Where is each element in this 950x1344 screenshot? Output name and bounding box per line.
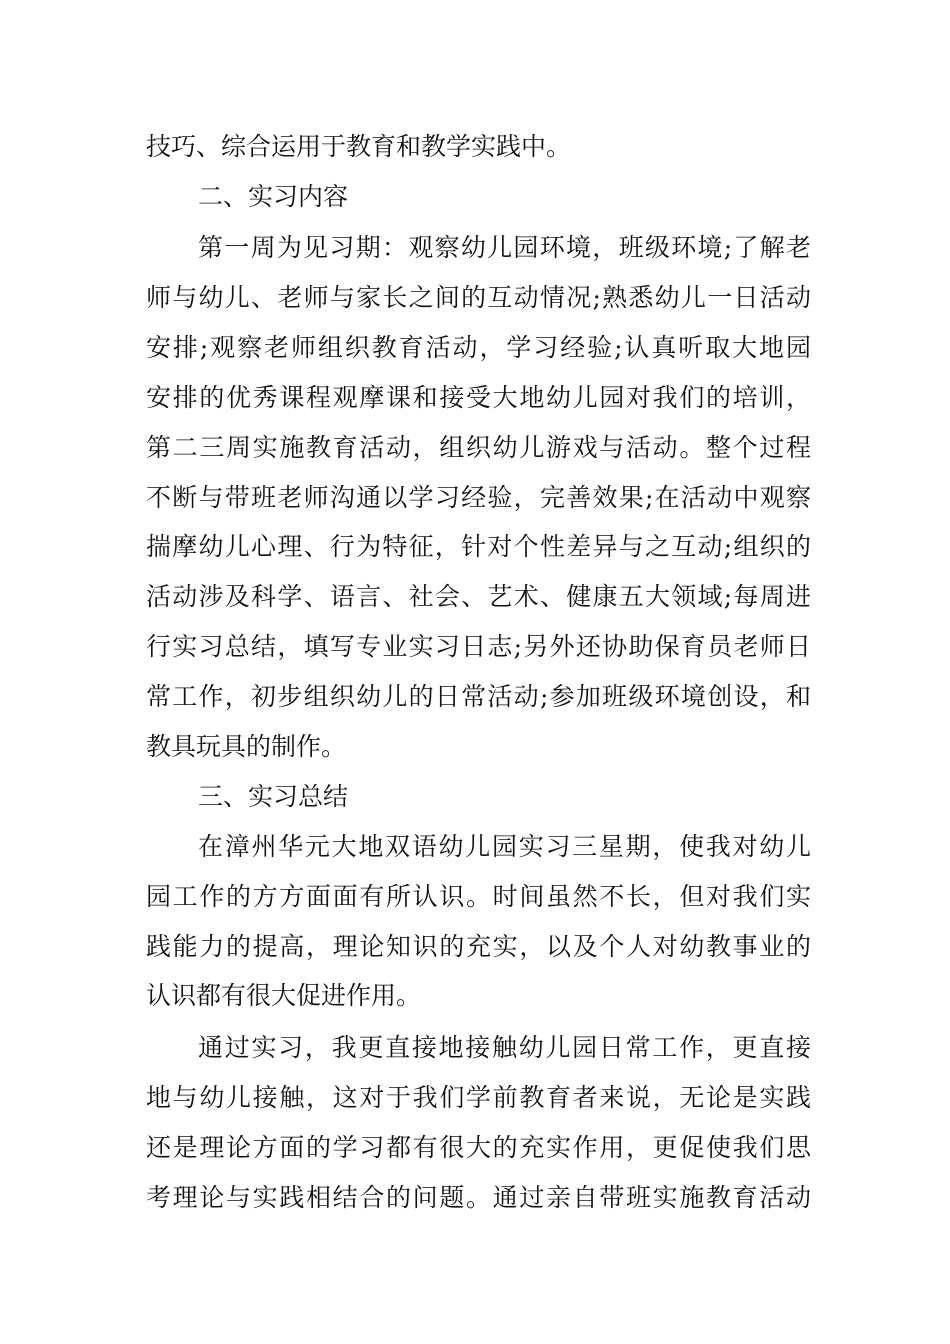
text-line-17: 践能力的提高，理论知识的充实，以及个人对幼教事业的 [146,932,811,961]
text-line-3: 第一周为见习期：观察幼儿园环境，班级环境;了解老 [198,233,811,262]
text-line-18: 认识都有很大促进作用。 [146,981,422,1010]
text-line-4: 师与幼儿、老师与家长之间的互动情况;熟悉幼儿一日活动 [146,283,811,312]
text-line-6: 安排的优秀课程观摩课和接受大地幼儿园对我们的培训， [146,383,811,412]
text-line-5: 安排;观察老师组织教育活动，学习经验;认真听取大地园 [146,333,811,362]
text-line-10: 活动涉及科学、语言、社会、艺术、健康五大领域;每周进 [146,582,811,611]
text-line-7: 第二三周实施教育活动，组织幼儿游戏与活动。整个过程 [146,433,811,462]
text-line-16: 园工作的方方面面有所认识。时间虽然不长，但对我们实 [146,882,811,911]
text-line-13: 教具玩具的制作。 [146,732,347,761]
text-line-8: 不断与带班老师沟通以学习经验，完善效果;在活动中观察 [146,483,811,512]
text-line-19: 通过实习，我更直接地接触幼儿园日常工作，更直接 [198,1033,811,1062]
text-line-12: 常工作，初步组织幼儿的日常活动;参加班级环境创设，和 [146,682,811,711]
text-line-20: 地与幼儿接触，这对于我们学前教育者来说，无论是实践 [146,1083,811,1112]
text-line-22: 考理论与实践相结合的问题。通过亲自带班实施教育活动 [146,1183,811,1212]
text-line-1: 技巧、综合运用于教育和教学实践中。 [146,132,572,161]
text-line-11: 行实习总结，填写专业实习日志;另外还协助保育员老师日 [146,632,811,661]
text-line-21: 还是理论方面的学习都有很大的充实作用，更促使我们思 [146,1133,811,1162]
section-heading-content: 二、实习内容 [198,182,349,211]
text-line-15: 在漳州华元大地双语幼儿园实习三星期，使我对幼儿 [198,832,811,861]
text-line-9: 揣摩幼儿心理、行为特征，针对个性差异与之互动;组织的 [146,532,811,561]
section-heading-summary: 三、实习总结 [198,782,349,811]
